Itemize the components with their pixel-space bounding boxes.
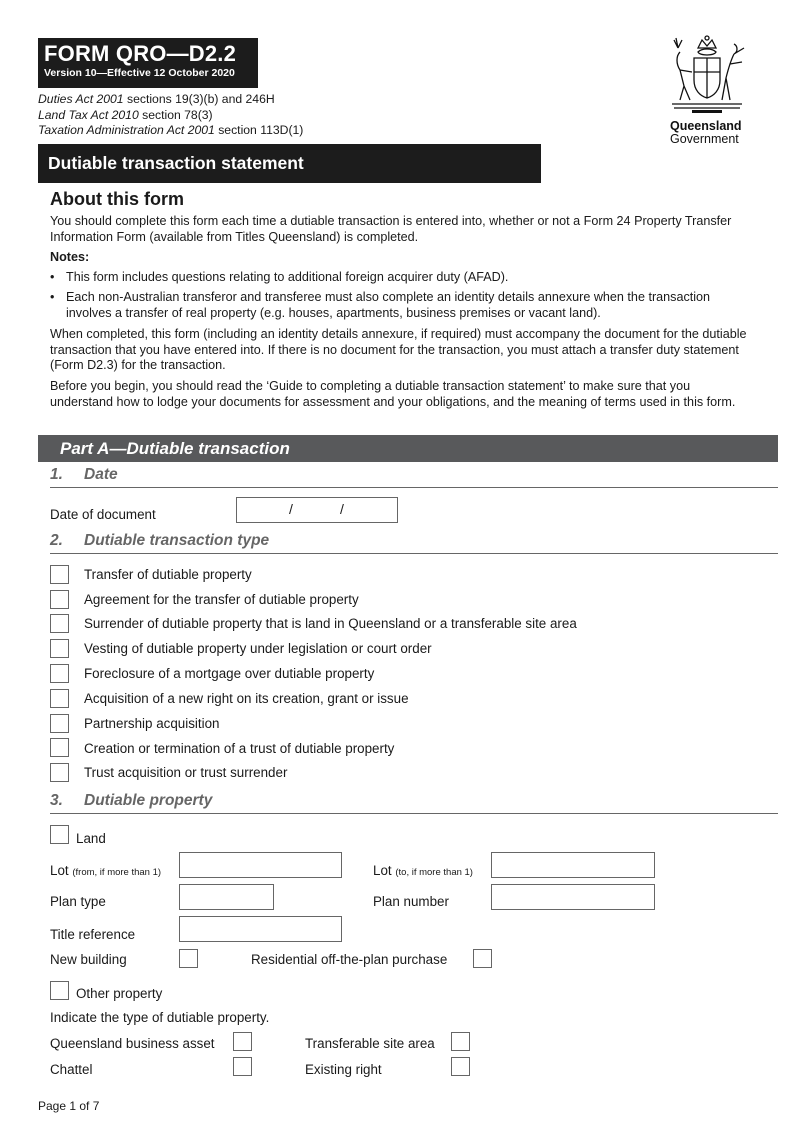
about-paragraph: Before you begin, you should read the ‘Guide to completing a dutiable transaction statement’ to make sure that you understand how to lodge your documents for assessment and your obligations, and the meaning of terms used in this form. xyxy=(50,379,736,409)
transaction-type-checkbox[interactable] xyxy=(50,763,69,782)
form-title: Dutiable transaction statement xyxy=(38,144,541,183)
act-reference: Land Tax Act 2010 section 78(3) xyxy=(38,107,213,122)
transaction-type-label: Agreement for the transfer of dutiable property xyxy=(84,592,359,607)
lot-from-label: Lot (from, if more than 1) xyxy=(50,863,162,878)
section-2-heading: 2. Dutiable transaction type xyxy=(50,532,778,554)
title-reference-input[interactable] xyxy=(179,916,342,942)
transaction-type-label: Partnership acquisition xyxy=(84,716,220,731)
form-code: FORM QRO—D2.2 xyxy=(44,41,237,66)
plan-number-label: Plan number xyxy=(373,894,449,909)
transaction-type-checkbox[interactable] xyxy=(50,664,69,683)
act-reference: Taxation Administration Act 2001 section 113D(1) xyxy=(38,123,304,137)
about-paragraph: When completed, this form (including an identity details annexure, if required) must accompany the document for the dutiable transaction that you have entered into. If there is no document for the transaction, you must attach a transfer duty statement (Form D2.3) for the transaction. xyxy=(50,327,747,372)
form-version: Version 10—Effective 12 October 2020 xyxy=(44,67,235,79)
lot-to-input[interactable] xyxy=(491,852,655,878)
date-separator: / xyxy=(289,501,293,517)
land-checkbox[interactable] xyxy=(50,825,69,844)
chattel-checkbox[interactable] xyxy=(233,1057,252,1076)
residential-off-the-plan-checkbox[interactable] xyxy=(473,949,492,968)
logo-text-queensland: Queensland xyxy=(670,119,742,133)
queensland-business-asset-checkbox[interactable] xyxy=(233,1032,252,1051)
transaction-type-label: Transfer of dutiable property xyxy=(84,567,252,582)
plan-type-input[interactable] xyxy=(179,884,274,910)
transaction-type-checkbox[interactable] xyxy=(50,639,69,658)
plan-type-label: Plan type xyxy=(50,894,106,909)
notes-heading: Notes: xyxy=(50,250,90,264)
transaction-type-checkbox[interactable] xyxy=(50,614,69,633)
page-number: Page 1 of 7 xyxy=(38,1099,100,1113)
new-building-checkbox[interactable] xyxy=(179,949,198,968)
date-of-document-label: Date of document xyxy=(50,507,156,522)
transaction-type-checkbox[interactable] xyxy=(50,689,69,708)
indicate-type-instruction: Indicate the type of dutiable property. xyxy=(50,1010,270,1025)
lot-from-input[interactable] xyxy=(179,852,342,878)
transaction-type-checkbox[interactable] xyxy=(50,738,69,757)
existing-right-checkbox[interactable] xyxy=(451,1057,470,1076)
section-1-heading: 1. Date xyxy=(50,466,778,488)
lot-to-label: Lot (to, if more than 1) xyxy=(373,863,473,878)
transaction-type-label: Trust acquisition or trust surrender xyxy=(84,765,288,780)
plan-number-input[interactable] xyxy=(491,884,655,910)
about-heading: About this form xyxy=(50,189,184,209)
section-3-heading: 3. Dutiable property xyxy=(50,792,778,814)
legislation-references xyxy=(38,92,303,139)
form-id-block xyxy=(38,38,258,88)
date-of-document-input[interactable] xyxy=(236,497,398,523)
queensland-government-logo xyxy=(658,34,758,149)
transferable-site-area-checkbox[interactable] xyxy=(451,1032,470,1051)
act-reference: Duties Act 2001 sections 19(3)(b) and 246H xyxy=(38,92,275,106)
note-item: • Each non-Australian transferor and transferee must also complete an identity details annexure when the transaction involves a transfer of real property (e.g. houses, apartments, business premises or vacant land). xyxy=(50,290,711,320)
transaction-type-label: Foreclosure of a mortgage over dutiable property xyxy=(84,666,375,681)
transaction-type-checkbox[interactable] xyxy=(50,714,69,733)
residential-off-the-plan-label: Residential off-the-plan purchase xyxy=(251,952,448,967)
title-reference-label: Title reference xyxy=(50,927,136,942)
date-separator: / xyxy=(340,501,344,517)
coat-of-arms-icon xyxy=(664,34,750,116)
chattel-label: Chattel xyxy=(50,1062,93,1077)
other-property-label: Other property xyxy=(76,986,163,1001)
transferable-site-area-label: Transferable site area xyxy=(305,1036,435,1051)
transaction-type-checkbox[interactable] xyxy=(50,590,69,609)
logo-text-government: Government xyxy=(670,132,739,146)
queensland-business-asset-label: Queensland business asset xyxy=(50,1036,215,1051)
land-label: Land xyxy=(76,831,106,846)
note-item: • This form includes questions relating to additional foreign acquirer duty (AFAD). xyxy=(50,270,509,284)
about-intro: You should complete this form each time a dutiable transaction is entered into, whether or not a Form 24 Property Transfer Information Form (available from Titles Queensland) is completed. xyxy=(50,214,732,244)
new-building-label: New building xyxy=(50,952,127,967)
other-property-checkbox[interactable] xyxy=(50,981,69,1000)
transaction-type-label: Creation or termination of a trust of dutiable property xyxy=(84,741,395,756)
existing-right-label: Existing right xyxy=(305,1062,382,1077)
transaction-type-label: Surrender of dutiable property that is land in Queensland or a transferable site area xyxy=(84,616,577,631)
transaction-type-label: Vesting of dutiable property under legislation or court order xyxy=(84,641,432,656)
part-a-header: Part A—Dutiable transaction xyxy=(38,435,778,462)
transaction-type-label: Acquisition of a new right on its creation, grant or issue xyxy=(84,691,409,706)
transaction-type-checkbox[interactable] xyxy=(50,565,69,584)
